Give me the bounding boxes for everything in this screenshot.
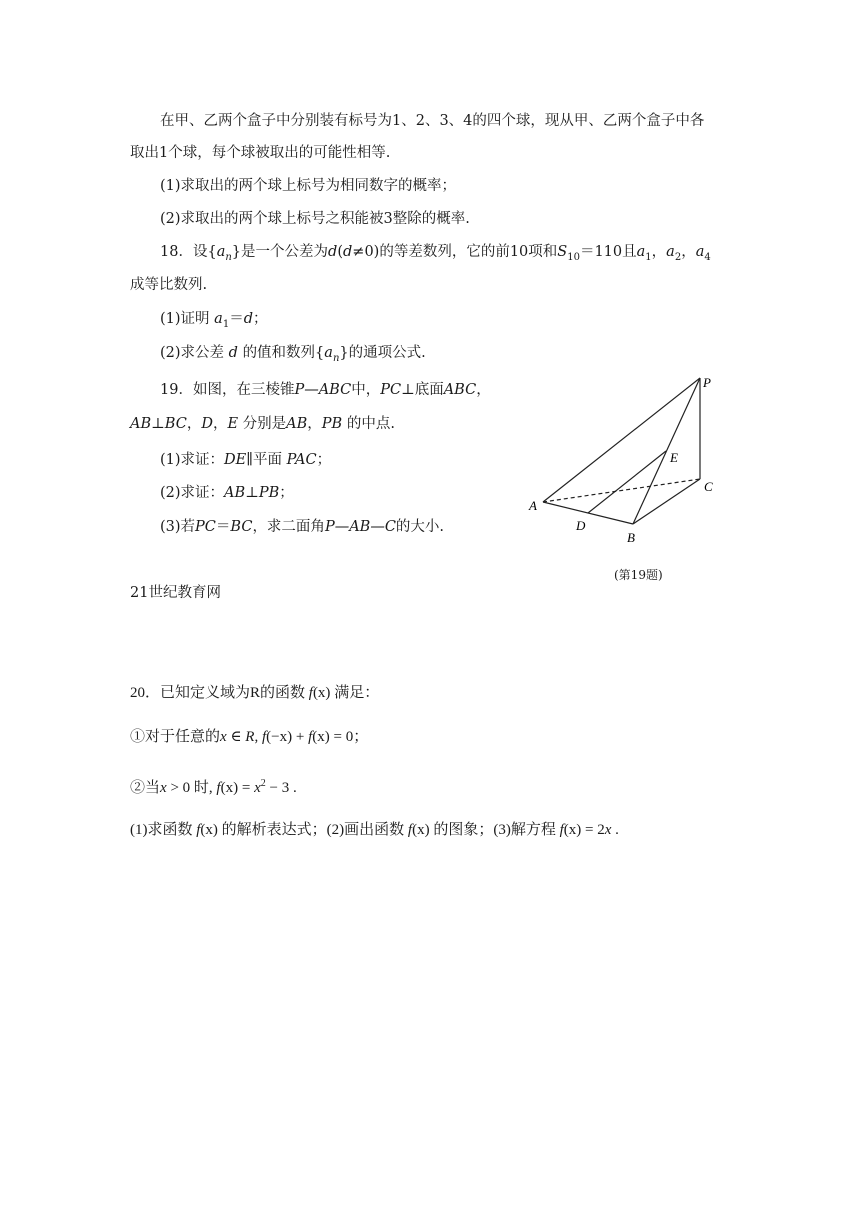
pyramid-figure: [520, 370, 760, 570]
q20-condition2: ②当x > 0 时, $f(x) = x^2 - 3$ .: [130, 778, 297, 796]
q19-part3: (3)若PC＝BC，求二面角P—AB—C的大小.: [160, 519, 445, 535]
q19-part1: (1)求证：DE∥平面 PAC；: [160, 452, 332, 468]
label-a: A: [529, 498, 537, 513]
site-watermark: 21世纪教育网: [130, 585, 221, 601]
edge-ac-hidden: [543, 479, 700, 502]
q19-part2: (2)求证：AB⊥PB；: [160, 485, 294, 501]
q20-statement: 20．已知定义域为R的函数 f(x) 满足：: [130, 685, 380, 701]
q19-statement-line2: AB⊥BC，D，E 分别是AB，PB 的中点.: [130, 416, 395, 432]
label-d: D: [576, 518, 586, 533]
label-e: E: [670, 450, 678, 465]
label-p: P: [703, 375, 711, 390]
segment-de: [588, 451, 666, 513]
q18-statement-line2: 成等比数列.: [130, 277, 208, 293]
q18-part1: (1)证明 $a_1=d$；: [160, 311, 268, 330]
figure-caption: (第19题): [614, 568, 663, 582]
q17-intro-line1: 在甲、乙两个盒子中分别装有标号为1、2、3、4的四个球，现从甲、乙两个盒子中各: [160, 113, 705, 129]
q18-statement-line1: 18．设$\{a_n\}$是一个公差为d(d≠0)的等差数列，它的前10项和$S_{10}=110$且$a_1$，$a_2$，$a_4$: [160, 244, 711, 263]
q18-part2: (2)求公差 d 的值和数列$\{a_n\}$的通项公式.: [160, 345, 426, 364]
q20-condition1: ①对于任意的x ∈ R, f(−x) + f(x) = 0；: [130, 729, 369, 745]
q19-statement-line1: 19．如图，在三棱锥P—ABC中，PC⊥底面ABC，: [160, 382, 491, 398]
edge-pa: [543, 378, 700, 502]
q17-part2: (2)求取出的两个球上标号之积能被3整除的概率.: [160, 211, 470, 227]
label-b: B: [627, 530, 635, 545]
label-c: C: [704, 479, 713, 494]
q20-questions: (1)求函数 f(x) 的解析表达式；(2)画出函数 f(x) 的图象；(3)解方程 f(x) = 2x .: [130, 822, 619, 838]
q17-part1: (1)求取出的两个球上标号为相同数字的概率；: [160, 178, 457, 194]
q17-intro-line2: 取出1个球，每个球被取出的可能性相等.: [130, 145, 391, 161]
